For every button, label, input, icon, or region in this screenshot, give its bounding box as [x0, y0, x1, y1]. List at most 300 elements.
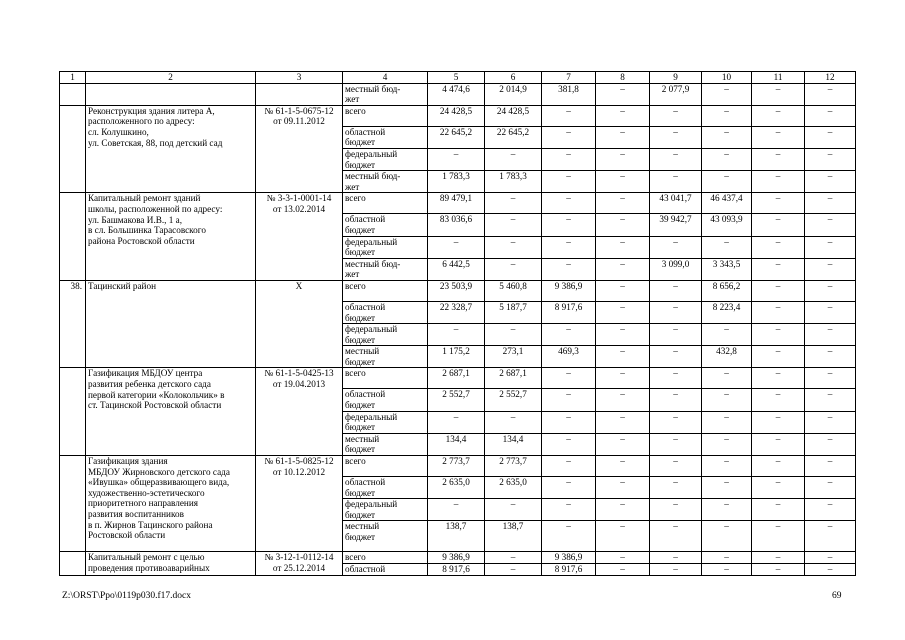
amount-cell: –	[702, 236, 752, 258]
amount-cell: –	[596, 564, 650, 576]
amount-cell: 43 093,9	[702, 214, 752, 236]
funding-source	[343, 280, 428, 301]
cell-line: от 19.04.2013	[272, 379, 326, 390]
cell-line: местный	[345, 433, 380, 444]
cell-line: ул. Советская, 88, под детский сад	[88, 137, 223, 148]
row-index	[60, 193, 86, 281]
cell-line: бюджет	[345, 422, 376, 433]
amount-cell: –	[805, 301, 856, 323]
budget-table	[59, 71, 856, 576]
amount-cell: 46 437,4	[702, 193, 752, 214]
amount-cell: –	[650, 148, 702, 170]
amount-cell: –	[485, 411, 542, 433]
cell-line: № 61-1-5-0425-13	[264, 368, 334, 379]
amount-cell: –	[428, 236, 485, 258]
amount-cell: –	[596, 552, 650, 564]
amount-cell: 2 773,7	[428, 456, 485, 477]
cell-line: ст. Тацинской Ростовской области	[88, 400, 222, 411]
funding-source	[343, 552, 428, 564]
amount-cell: –	[702, 564, 752, 576]
amount-cell: –	[542, 258, 596, 280]
amount-cell: –	[702, 368, 752, 389]
cell-line: Тацинский район	[88, 280, 156, 291]
amount-cell: –	[542, 477, 596, 499]
amount-cell: 8 656,2	[702, 280, 752, 301]
amount-cell: 2 773,7	[485, 456, 542, 477]
cell-line: бюджет	[345, 509, 376, 520]
cell-line: развития ребенка детского сада	[88, 379, 211, 390]
object-name	[86, 83, 256, 105]
cell-line: бюджет	[345, 444, 376, 455]
amount-cell: 3 099,0	[650, 258, 702, 280]
amount-cell: 24 428,5	[485, 105, 542, 126]
amount-cell: 22 645,2	[428, 126, 485, 148]
cell-line: «Ивушка» общеразвивающего вида,	[88, 477, 230, 488]
amount-cell: –	[428, 324, 485, 346]
funding-source	[343, 521, 428, 552]
amount-cell: –	[752, 499, 805, 521]
column-number: 3	[256, 72, 343, 84]
amount-cell: –	[805, 83, 856, 105]
column-number: 2	[86, 72, 256, 84]
cell-line: бюджет	[345, 356, 376, 367]
amount-cell: –	[650, 105, 702, 126]
amount-cell: –	[542, 126, 596, 148]
amount-cell: –	[752, 301, 805, 323]
amount-cell: 83 036,6	[428, 214, 485, 236]
cell-line: местный бюд-	[345, 83, 401, 94]
funding-source	[343, 148, 428, 170]
amount-cell: 2 635,0	[485, 477, 542, 499]
page-number: 69	[832, 591, 842, 601]
amount-cell: –	[650, 552, 702, 564]
cell-line: от 13.02.2014	[272, 203, 326, 214]
cell-line: жет	[345, 94, 360, 105]
amount-cell: –	[702, 148, 752, 170]
funding-source	[343, 258, 428, 280]
document-reference	[256, 193, 343, 281]
amount-cell: –	[752, 324, 805, 346]
amount-cell: –	[752, 193, 805, 214]
funding-source	[343, 214, 428, 236]
funding-source	[343, 126, 428, 148]
header-row	[60, 72, 856, 84]
amount-cell: –	[702, 456, 752, 477]
amount-cell: 6 442,5	[428, 258, 485, 280]
amount-cell: –	[752, 83, 805, 105]
amount-cell: –	[752, 389, 805, 411]
amount-cell: –	[542, 521, 596, 552]
amount-cell: –	[752, 564, 805, 576]
amount-cell: –	[752, 411, 805, 433]
cell-line: в п. Жирнов Тацинского района	[88, 519, 213, 530]
object-name	[86, 193, 256, 281]
amount-cell: –	[542, 433, 596, 455]
amount-cell: –	[752, 214, 805, 236]
cell-line: МБДОУ Жирновского детского сада	[88, 466, 230, 477]
amount-cell: –	[596, 456, 650, 477]
funding-source	[343, 411, 428, 433]
row-index	[60, 456, 86, 552]
amount-cell: 23 503,9	[428, 280, 485, 301]
cell-line: в сл. Большинка Тарасовского	[88, 225, 206, 236]
funding-source	[343, 346, 428, 368]
cell-line: района Ростовской области	[88, 235, 195, 246]
row-index: 38.	[60, 280, 86, 368]
cell-line: федеральный	[345, 148, 398, 159]
amount-cell: –	[752, 236, 805, 258]
amount-cell: –	[542, 148, 596, 170]
cell-line: сл. Колушкино,	[88, 126, 149, 137]
amount-cell: –	[752, 368, 805, 389]
amount-cell: 2 687,1	[485, 368, 542, 389]
amount-cell: 89 479,1	[428, 193, 485, 214]
table-row	[60, 456, 856, 477]
amount-cell: –	[650, 171, 702, 193]
cell-line: бюджет	[345, 400, 376, 411]
amount-cell: –	[650, 433, 702, 455]
column-number: 8	[596, 72, 650, 84]
amount-cell: –	[650, 368, 702, 389]
amount-cell: –	[805, 552, 856, 564]
amount-cell: –	[805, 258, 856, 280]
column-number: 6	[485, 72, 542, 84]
amount-cell: 3 343,5	[702, 258, 752, 280]
object-name	[86, 105, 256, 193]
cell-line: от 25.12.2014	[272, 563, 326, 573]
row-index	[60, 83, 86, 105]
amount-cell: 5 460,8	[485, 280, 542, 301]
amount-cell: –	[485, 564, 542, 576]
column-number: 5	[428, 72, 485, 84]
amount-cell: –	[650, 301, 702, 323]
cell-line: Реконструкция здания литера А,	[88, 105, 215, 116]
amount-cell: –	[650, 126, 702, 148]
amount-cell: –	[542, 214, 596, 236]
amount-cell: –	[752, 477, 805, 499]
amount-cell: –	[752, 105, 805, 126]
funding-source	[343, 236, 428, 258]
amount-cell: –	[702, 324, 752, 346]
amount-cell: –	[596, 214, 650, 236]
amount-cell: –	[805, 280, 856, 301]
funding-source	[343, 433, 428, 455]
amount-cell: 9 386,9	[542, 552, 596, 564]
cell-line: жет	[345, 269, 360, 280]
amount-cell: –	[650, 346, 702, 368]
amount-cell: –	[485, 236, 542, 258]
amount-cell: 22 645,2	[485, 126, 542, 148]
amount-cell: –	[596, 433, 650, 455]
funding-source	[343, 171, 428, 193]
amount-cell: –	[485, 552, 542, 564]
amount-cell: 4 474,6	[428, 83, 485, 105]
document-reference	[256, 456, 343, 552]
amount-cell: –	[805, 456, 856, 477]
amount-cell: –	[428, 411, 485, 433]
table-row	[60, 193, 856, 214]
amount-cell: –	[650, 456, 702, 477]
amount-cell: 8 917,6	[542, 564, 596, 576]
amount-cell: –	[752, 521, 805, 552]
amount-cell: 381,8	[542, 83, 596, 105]
funding-source	[343, 301, 428, 323]
cell-line: бюджет	[345, 532, 376, 542]
object-name	[86, 456, 256, 552]
amount-cell: –	[596, 411, 650, 433]
funding-source	[343, 368, 428, 389]
amount-cell: –	[805, 389, 856, 411]
amount-cell: –	[596, 324, 650, 346]
amount-cell: –	[752, 346, 805, 368]
amount-cell: –	[485, 148, 542, 170]
cell-line: Капитальный ремонт с целью	[88, 552, 205, 563]
amount-cell: –	[702, 433, 752, 455]
amount-cell: –	[805, 368, 856, 389]
amount-cell: –	[805, 433, 856, 455]
cell-line: развития воспитанников	[88, 509, 184, 519]
amount-cell: –	[702, 83, 752, 105]
cell-line: местный	[345, 346, 380, 357]
amount-cell: 138,7	[485, 521, 542, 552]
amount-cell: –	[805, 105, 856, 126]
amount-cell: –	[805, 521, 856, 552]
amount-cell: –	[596, 477, 650, 499]
amount-cell: –	[805, 236, 856, 258]
cell-line: художественно-эстетического	[88, 487, 205, 498]
cell-line: бюджет	[345, 224, 376, 235]
amount-cell: –	[702, 105, 752, 126]
amount-cell: 8 223,4	[702, 301, 752, 323]
amount-cell: –	[650, 236, 702, 258]
amount-cell: 1 175,2	[428, 346, 485, 368]
cell-line: первой категории «Колокольчик» в	[88, 389, 225, 400]
amount-cell: –	[752, 280, 805, 301]
amount-cell: –	[542, 324, 596, 346]
amount-cell: –	[702, 499, 752, 521]
amount-cell: –	[650, 499, 702, 521]
amount-cell: –	[542, 499, 596, 521]
cell-line: всего	[345, 193, 366, 204]
cell-line: № 61-1-5-0825-12	[264, 456, 334, 467]
cell-line: Газификация здания	[88, 456, 168, 467]
cell-line: проведения противоаварийных	[88, 563, 210, 573]
amount-cell: –	[596, 193, 650, 214]
funding-source	[343, 324, 428, 346]
amount-cell: 432,8	[702, 346, 752, 368]
funding-source	[343, 193, 428, 214]
cell-line: от 10.12.2012	[272, 466, 326, 477]
cell-line: Газификация МБДОУ центра	[88, 368, 203, 379]
amount-cell: –	[596, 171, 650, 193]
column-number: 12	[805, 72, 856, 84]
cell-line: приоритетного направления	[88, 498, 198, 509]
cell-line: федеральный	[345, 499, 398, 510]
column-number: 4	[343, 72, 428, 84]
amount-cell: –	[596, 258, 650, 280]
amount-cell: –	[542, 193, 596, 214]
amount-cell: –	[596, 389, 650, 411]
amount-cell: –	[752, 433, 805, 455]
cell-line: всего	[345, 280, 366, 291]
column-number: 10	[702, 72, 752, 84]
cell-line: школы, расположенной по адресу:	[88, 203, 223, 214]
amount-cell: –	[485, 258, 542, 280]
cell-line: Ростовской области	[88, 530, 166, 541]
amount-cell: 2 014,9	[485, 83, 542, 105]
amount-cell: –	[542, 389, 596, 411]
amount-cell: –	[752, 148, 805, 170]
row-index	[60, 552, 86, 575]
amount-cell: –	[596, 105, 650, 126]
amount-cell: –	[428, 499, 485, 521]
amount-cell: –	[596, 346, 650, 368]
cell-line: бюджет	[345, 247, 376, 258]
amount-cell: –	[805, 477, 856, 499]
amount-cell: –	[542, 105, 596, 126]
funding-source	[343, 564, 428, 576]
amount-cell: –	[596, 499, 650, 521]
amount-cell: 2 687,1	[428, 368, 485, 389]
amount-cell: –	[596, 301, 650, 323]
cell-line: местный бюд-	[345, 258, 401, 269]
cell-line: всего	[345, 105, 366, 116]
cell-line: областной	[345, 301, 386, 312]
cell-line: областной	[345, 389, 386, 400]
table-row	[60, 368, 856, 389]
amount-cell: –	[542, 411, 596, 433]
table-row	[60, 552, 856, 564]
cell-line: областной	[345, 214, 386, 225]
cell-line: жет	[345, 181, 360, 192]
amount-cell: –	[805, 214, 856, 236]
document-reference	[256, 83, 343, 105]
amount-cell: –	[650, 389, 702, 411]
amount-cell: –	[805, 564, 856, 576]
cell-line: местный	[345, 521, 380, 532]
funding-source	[343, 499, 428, 521]
cell-line: расположенного по адресу:	[88, 116, 195, 127]
funding-source	[343, 456, 428, 477]
cell-line: от 09.11.2012	[273, 116, 325, 127]
table-row	[60, 280, 856, 301]
cell-line: Х	[295, 280, 303, 291]
amount-cell: 469,3	[542, 346, 596, 368]
amount-cell: 43 041,7	[650, 193, 702, 214]
amount-cell: –	[596, 126, 650, 148]
table-row	[60, 105, 856, 126]
document-reference	[256, 368, 343, 456]
cell-line: всего	[345, 552, 366, 563]
amount-cell: 39 942,7	[650, 214, 702, 236]
column-number: 7	[542, 72, 596, 84]
amount-cell: –	[485, 324, 542, 346]
amount-cell: 1 783,3	[485, 171, 542, 193]
amount-cell: –	[650, 477, 702, 499]
cell-line: ул. Башмакова И.В., 1 а,	[88, 214, 183, 225]
amount-cell: –	[428, 148, 485, 170]
column-number: 11	[752, 72, 805, 84]
cell-line: федеральный	[345, 411, 398, 422]
cell-line: федеральный	[345, 236, 398, 247]
amount-cell: –	[485, 214, 542, 236]
cell-line: № 61-1-5-0675-12	[264, 105, 334, 116]
object-name	[86, 552, 256, 575]
amount-cell: –	[702, 552, 752, 564]
document-reference	[256, 280, 343, 368]
cell-line: Капитальный ремонт зданий	[88, 193, 201, 204]
amount-cell: –	[702, 389, 752, 411]
amount-cell: –	[596, 368, 650, 389]
amount-cell: –	[596, 521, 650, 552]
amount-cell: –	[596, 83, 650, 105]
funding-source	[343, 477, 428, 499]
funding-source	[343, 83, 428, 105]
cell-line: областной	[345, 126, 386, 137]
cell-line: бюджет	[345, 159, 376, 170]
amount-cell: –	[805, 148, 856, 170]
amount-cell: –	[542, 456, 596, 477]
amount-cell: –	[702, 411, 752, 433]
amount-cell: –	[542, 236, 596, 258]
amount-cell: –	[805, 126, 856, 148]
cell-line: всего	[345, 456, 366, 467]
cell-line: бюджет	[345, 487, 376, 498]
cell-line: всего	[345, 368, 366, 379]
amount-cell: –	[805, 193, 856, 214]
object-name	[86, 368, 256, 456]
amount-cell: –	[805, 324, 856, 346]
amount-cell: 2 635,0	[428, 477, 485, 499]
document-reference	[256, 552, 343, 575]
file-path: Z:\ORST\Ppo\0119p030.f17.docx	[62, 591, 191, 601]
cell-line: местный бюд-	[345, 171, 401, 182]
amount-cell: 8 917,6	[428, 564, 485, 576]
cell-line: федеральный	[345, 324, 398, 335]
funding-source	[343, 105, 428, 126]
object-name	[86, 280, 256, 368]
amount-cell: –	[752, 258, 805, 280]
amount-cell: –	[752, 171, 805, 193]
amount-cell: –	[805, 499, 856, 521]
column-number: 9	[650, 72, 702, 84]
amount-cell: 273,1	[485, 346, 542, 368]
amount-cell: –	[702, 477, 752, 499]
amount-cell: –	[650, 280, 702, 301]
document-reference	[256, 105, 343, 193]
column-number: 1	[60, 72, 86, 84]
amount-cell: –	[485, 193, 542, 214]
amount-cell: –	[650, 564, 702, 576]
amount-cell: –	[752, 456, 805, 477]
amount-cell: 9 386,9	[542, 280, 596, 301]
amount-cell: –	[702, 126, 752, 148]
amount-cell: –	[542, 368, 596, 389]
amount-cell: 22 328,7	[428, 301, 485, 323]
amount-cell: 24 428,5	[428, 105, 485, 126]
amount-cell: 9 386,9	[428, 552, 485, 564]
amount-cell: –	[752, 126, 805, 148]
amount-cell: –	[752, 552, 805, 564]
amount-cell: –	[596, 148, 650, 170]
amount-cell: –	[805, 171, 856, 193]
amount-cell: –	[702, 521, 752, 552]
row-index	[60, 368, 86, 456]
amount-cell: –	[805, 346, 856, 368]
amount-cell: –	[596, 280, 650, 301]
amount-cell: 134,4	[428, 433, 485, 455]
amount-cell: –	[805, 411, 856, 433]
